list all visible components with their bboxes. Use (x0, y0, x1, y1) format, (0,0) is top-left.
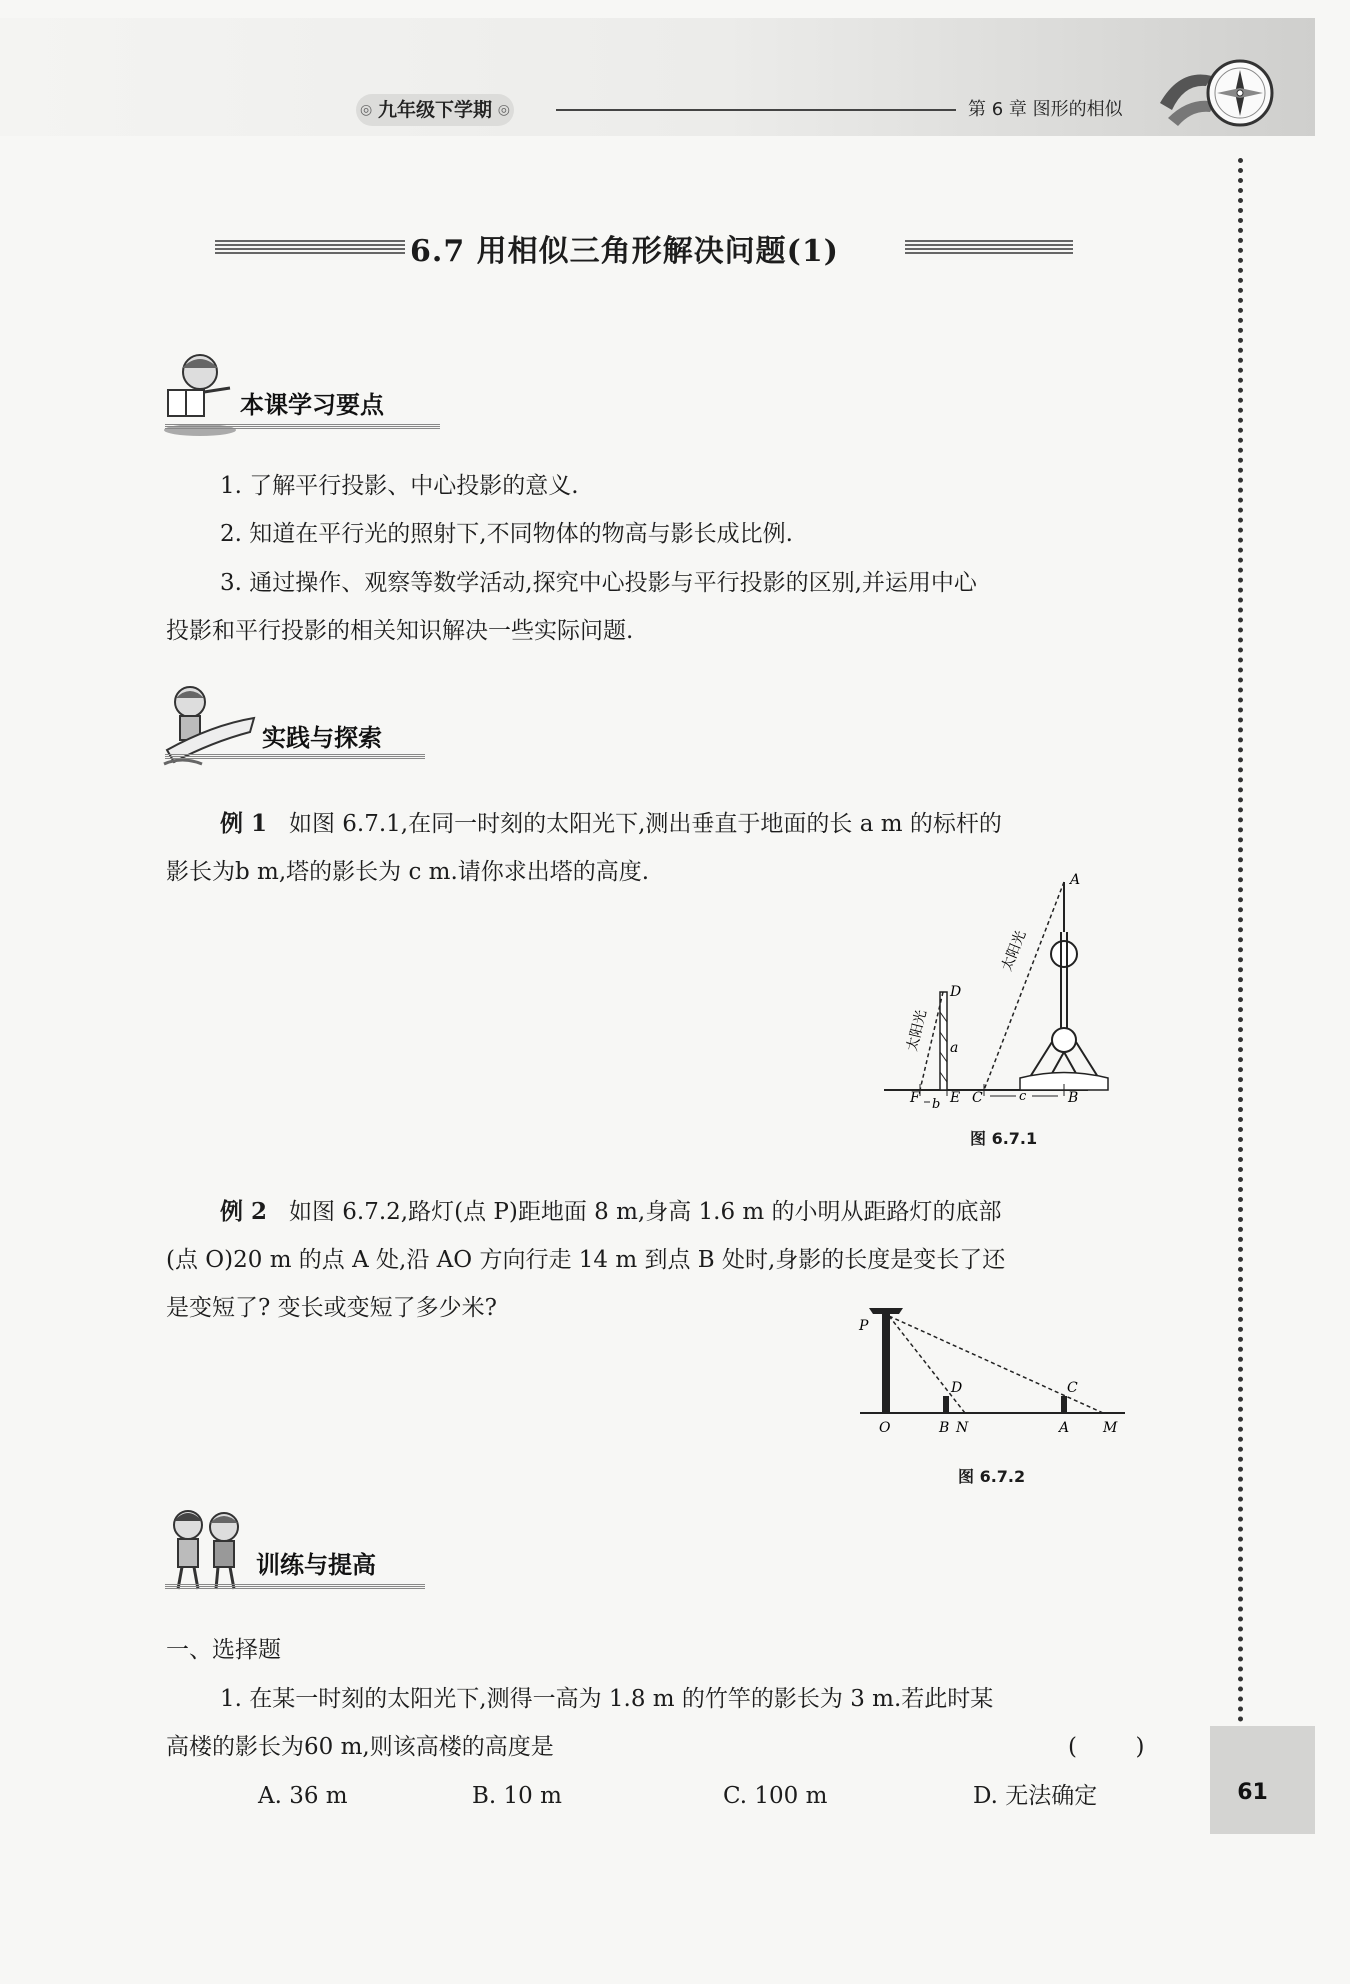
label-A: A (1070, 872, 1081, 888)
ray-PM (889, 1316, 1103, 1413)
ray-PN (889, 1316, 965, 1413)
two-kids-icon (162, 1505, 252, 1593)
training-rule (165, 1584, 425, 1589)
person-at-A (1061, 1396, 1067, 1413)
title-bar-right (905, 240, 1073, 254)
example2-line3: 是变短了? 变长或变短了多少米? (166, 1295, 497, 1321)
compass-icon (1150, 48, 1280, 138)
label-F: F (910, 1090, 920, 1106)
learning-point-3-cont: 投影和平行投影的相关知识解决一些实际问题. (166, 618, 634, 644)
label-B: B (1068, 1090, 1079, 1106)
q1-line1: 1. 在某一时刻的太阳光下,测得一高为 1.8 m 的竹竿的影长为 3 m.若此时某 (220, 1686, 994, 1712)
learning-points-heading: 本课学习要点 (240, 391, 384, 419)
page-number: 61 (1237, 1780, 1268, 1805)
label-sunlight-1: 太阳光 (904, 1008, 931, 1053)
lamp-post (882, 1312, 890, 1413)
training-heading: 训练与提高 (256, 1551, 376, 1579)
example2-label: 例 2 (220, 1198, 268, 1225)
person-at-B (943, 1396, 949, 1413)
label-B: B (939, 1420, 950, 1436)
q1-option-a[interactable]: A. 36 m (258, 1783, 348, 1809)
example2-line2: (点 O)20 m 的点 A 处,沿 AO 方向行走 14 m 到点 B 处时,身影的长度是变长了还 (166, 1247, 1006, 1273)
label-O: O (879, 1420, 891, 1436)
sun-ray-AC (984, 882, 1064, 1090)
title-bar-left (215, 240, 405, 254)
label-C: C (972, 1090, 983, 1106)
tower-shape (1020, 882, 1108, 1090)
label-E: E (950, 1090, 961, 1106)
learning-point-1: 1. 了解平行投影、中心投影的意义. (220, 473, 579, 499)
grade-label: ◎ 九年级下学期 ◎ (356, 94, 514, 126)
example2-line1 (220, 1188, 1002, 1236)
q1-option-c[interactable]: C. 100 m (723, 1783, 828, 1809)
figure-6-7-1 (880, 862, 1110, 1120)
label-N: N (956, 1420, 969, 1436)
section-title: 6.7 用相似三角形解决问题(1) (410, 234, 839, 269)
learning-point-2: 2. 知道在平行光的照射下,不同物体的物高与影长成比例. (220, 521, 793, 547)
label-D: D (950, 984, 962, 1000)
page-edge-dots (1238, 158, 1243, 1723)
example1-line1 (220, 800, 1002, 848)
q1-option-d[interactable]: D. 无法确定 (973, 1783, 1098, 1809)
figure-6-7-2-caption: 图 6.7.2 (958, 1467, 1026, 1486)
label-c: c (1019, 1089, 1027, 1104)
learning-points-rule (165, 424, 440, 429)
figure-6-7-2 (855, 1298, 1130, 1436)
example2-text: 如图 6.7.2,路灯(点 P)距地面 8 m,身高 1.6 m 的小明从距路灯的底部 (288, 1199, 1002, 1225)
q1-answer-blank: ( ) (1068, 1734, 1145, 1760)
q1-option-b[interactable]: B. 10 m (472, 1783, 562, 1809)
chapter-label: 第 6 章 图形的相似 (968, 99, 1123, 120)
q1-line2: 高楼的影长为60 m,则该高楼的高度是 (166, 1734, 554, 1760)
example1-text: 如图 6.7.1,在同一时刻的太阳光下,测出垂直于地面的长 a m 的标杆的 (288, 811, 1002, 837)
example1-line2: 影长为b m,塔的影长为 c m.请你求出塔的高度. (166, 859, 650, 885)
label-b: b (932, 1097, 941, 1112)
learning-point-3: 3. 通过操作、观察等数学活动,探究中心投影与平行投影的区别,并运用中心 (220, 570, 977, 596)
practice-rule (165, 754, 425, 759)
label-a: a (950, 1040, 959, 1056)
label-C: C (1067, 1380, 1078, 1396)
label-D: D (951, 1380, 963, 1396)
example1-label: 例 1 (220, 810, 268, 837)
lamp-head (869, 1308, 903, 1314)
practice-heading: 实践与探索 (262, 724, 382, 752)
choice-section-title: 一、选择题 (166, 1637, 281, 1663)
header-rule (556, 109, 956, 111)
figure-6-7-1-caption: 图 6.7.1 (970, 1129, 1038, 1148)
label-M: M (1103, 1420, 1118, 1436)
label-A: A (1059, 1420, 1070, 1436)
label-sunlight-2: 太阳光 (998, 928, 1030, 974)
label-P: P (859, 1318, 869, 1334)
